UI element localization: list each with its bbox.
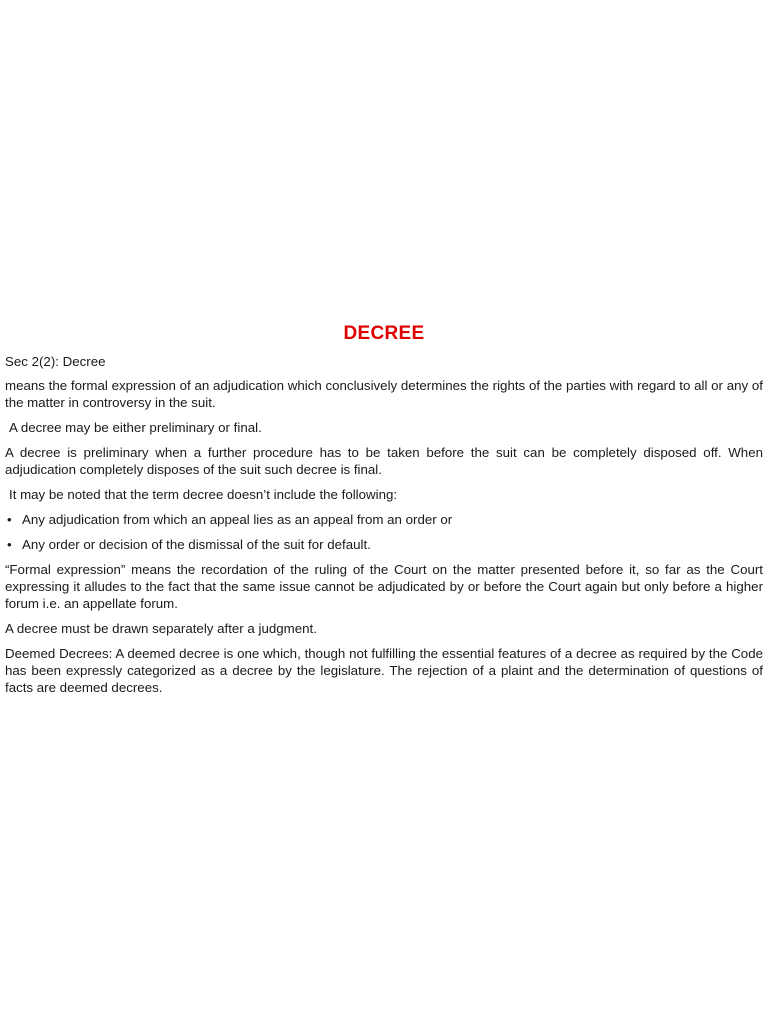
- section-label: Sec 2(2): Decree: [5, 354, 106, 369]
- drawn-separately-paragraph: A decree must be drawn separately after a judgment.: [5, 621, 317, 636]
- document-page: [0, 308, 768, 708]
- bullet-icon: •: [7, 537, 12, 552]
- definition-paragraph: means the formal expression of an adjudication which conclusively determines the rights of the parties with regard to all or any of the matter in controversy in the suit.: [5, 378, 763, 410]
- exclusion-list-item: [5, 511, 763, 528]
- bullet-icon: •: [7, 512, 12, 527]
- deemed-decrees-paragraph: Deemed Decrees: A deemed decree is one which, though not fulfilling the essential features of a decree as required by the Code has been expressly categorized as a decree by the legislature. The rejection of a plaint and the determination of questions of facts are deemed decrees.: [5, 646, 763, 695]
- types-paragraph: A decree may be either preliminary or final.: [9, 420, 262, 435]
- exclusions-intro-paragraph: It may be noted that the term decree doesn’t include the following:: [9, 487, 398, 502]
- formal-expression-paragraph: “Formal expression” means the recordation of the ruling of the Court on the matter presented before it, so far as the Court expressing it alludes to the fact that the same issue cannot be adjudicated by or before the Court again but only before a higher forum i.e. an appellate forum.: [5, 562, 763, 611]
- exclusion-list-item: [5, 536, 763, 553]
- page-title: DECREE: [343, 323, 425, 344]
- exclusion-text: Any order or decision of the dismissal of the suit for default.: [22, 537, 371, 552]
- preliminary-paragraph: A decree is preliminary when a further procedure has to be taken before the suit can be completely disposed off. When adjudication completely disposes of the suit such decree is final.: [5, 445, 763, 477]
- exclusion-text: Any adjudication from which an appeal lies as an appeal from an order or: [22, 512, 453, 527]
